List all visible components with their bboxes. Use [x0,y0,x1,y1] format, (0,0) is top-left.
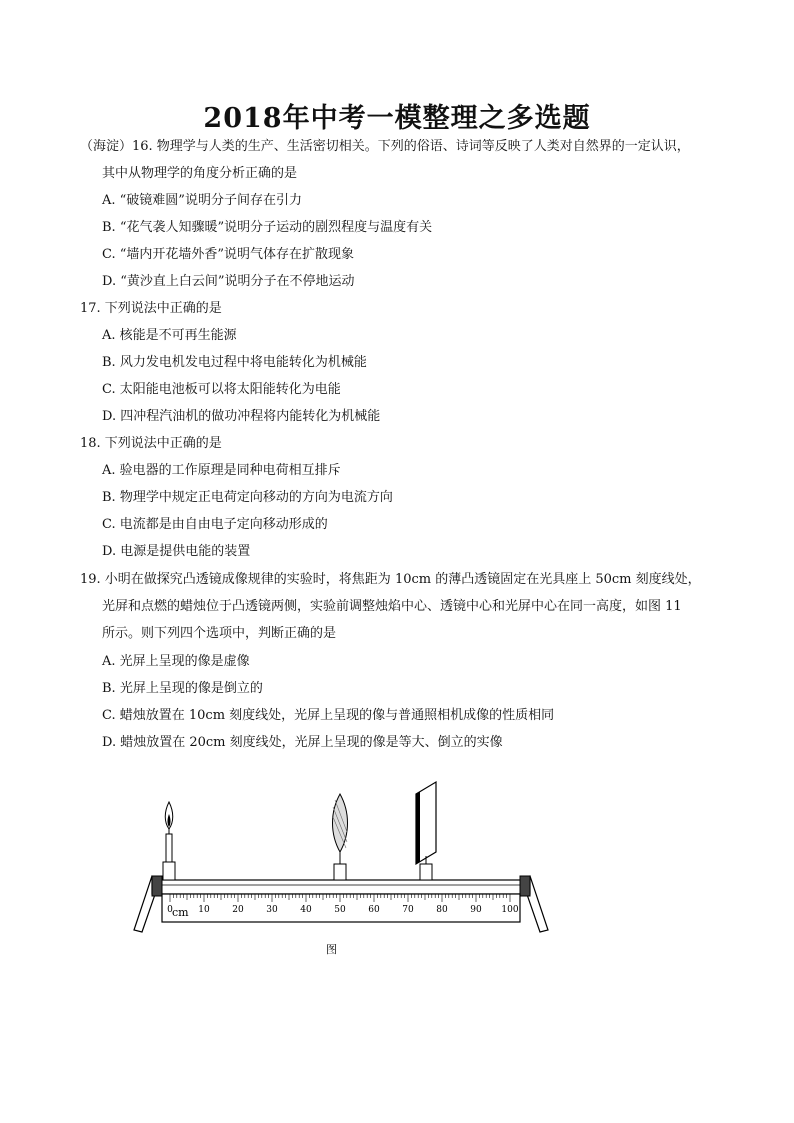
q16-stem-line-2: 其中从物理学的角度分析正确的是 [102,166,298,181]
q19-stem-line-1: 19. 小明在做探究凸透镜成像规律的实验时，将焦距为 10cm 的薄凸透镜固定在光具座上 50cm 刻度线处， [80,572,701,587]
ruler-tick-label: 10 [198,905,210,915]
q19-stem-line-2: 光屏和点燃的蜡烛位于凸透镜两侧，实验前调整烛焰中心、透镜中心和光屏中心在同一高度，如图 11 [102,599,682,614]
ruler-tick-label: 100 [501,905,519,915]
q19-option-c: C. 蜡烛放置在 10cm 刻度线处，光屏上呈现的像与普通照相机成像的性质相同 [102,708,555,723]
q19-option-a: A. 光屏上呈现的像是虚像 [102,654,250,669]
q17-option-b: B. 风力发电机发电过程中将电能转化为机械能 [102,355,367,370]
page-title: 2018年中考一模整理之多选题 [203,103,591,134]
q17-option-c: C. 太阳能电池板可以将太阳能转化为电能 [102,382,341,397]
ruler-unit-label: cm [172,906,189,919]
q16-stem-line-1: （海淀）16. 物理学与人类的生产、生活密切相关。下列的俗语、诗词等反映了人类对自然界的一定认识， [80,139,690,154]
q18-option-b: B. 物理学中规定正电荷定向移动的方向为电流方向 [102,490,393,505]
q16-option-c: C. “墙内开花墙外香”说明气体存在扩散现象 [102,247,355,262]
q16-option-b: B. “花气袭人知骤暖”说明分子运动的剧烈程度与温度有关 [102,220,433,235]
candle [163,828,175,880]
ruler-tick-label: 0 [167,905,173,915]
ruler-tick-label: 80 [436,905,448,915]
q18-option-c: C. 电流都是由自由电子定向移动形成的 [102,517,328,532]
light-screen [416,782,436,880]
ruler-tick-label: 20 [232,905,244,915]
ruler-tick-label: 50 [334,905,346,915]
q16-option-a: A. “破镜难圆”说明分子间存在引力 [102,193,302,208]
q18-option-d: D. 电源是提供电能的装置 [102,544,251,559]
bench-rail [152,880,530,894]
q16-option-d: D. “黄沙直上白云间”说明分子在不停地运动 [102,274,355,289]
q18-stem: 18. 下列说法中正确的是 [80,436,222,451]
ruler-tick-label: 30 [266,905,278,915]
ruler-scale [162,894,520,922]
q17-stem: 17. 下列说法中正确的是 [80,301,222,316]
q18-option-a: A. 验电器的工作原理是同种电荷相互排斥 [102,463,341,478]
candle-flame [165,802,173,829]
ruler-tick-label: 40 [300,905,312,915]
q17-option-a: A. 核能是不可再生能源 [102,328,237,343]
optical-bench-figure [130,772,570,962]
ruler-tick-label: 70 [402,905,414,915]
left-end-block [152,876,162,896]
ruler-tick-label: 60 [368,905,380,915]
q19-option-b: B. 光屏上呈现的像是倒立的 [102,681,263,696]
q19-option-d: D. 蜡烛放置在 20cm 刻度线处，光屏上呈现的像是等大、倒立的实像 [102,735,503,750]
ruler-tick-label: 90 [470,905,482,915]
convex-lens [333,794,348,880]
q19-stem-line-3: 所示。则下列四个选项中，判断正确的是 [102,626,337,641]
figure-caption: 图 [326,943,337,956]
q17-option-d: D. 四冲程汽油机的做功冲程将内能转化为机械能 [102,409,381,424]
right-end-block [520,876,530,896]
